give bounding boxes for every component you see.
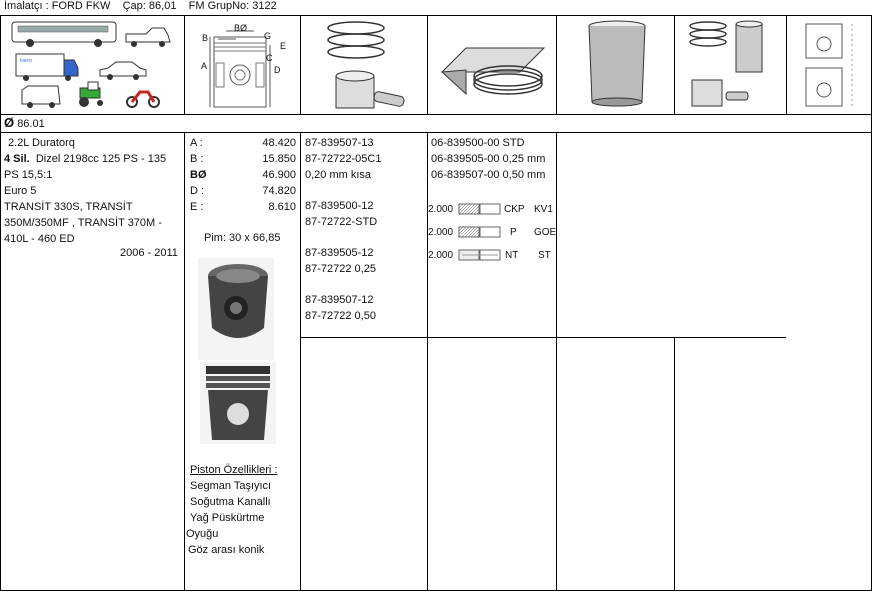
diagram-e-label: E xyxy=(280,41,287,51)
engine-spec-line1 xyxy=(4,151,166,167)
ring-spec-code-1: KV1 xyxy=(534,204,553,215)
ring-set-1: 06-839500-00 STD xyxy=(431,137,525,149)
ring-spec-type-3: NT xyxy=(505,250,519,261)
left-border xyxy=(0,15,1,591)
inner-row-border xyxy=(300,337,786,338)
col-sep-2b xyxy=(300,132,301,591)
ring-spec-code-3: ST xyxy=(538,250,551,261)
table-bottom-border xyxy=(0,590,872,591)
piston-part-5: 87-72722-STD xyxy=(305,216,378,228)
dim-label-e: E : xyxy=(190,201,204,213)
col-sep-5a xyxy=(674,15,675,115)
piston-part-9: 87-72722 0,50 xyxy=(305,310,376,322)
piston-views-illustration xyxy=(796,18,864,110)
feature-1: Segman Taşıyıcı xyxy=(190,480,272,492)
piston-kit-illustration xyxy=(686,18,782,110)
ring-spec-code-2: GOE xyxy=(534,227,557,238)
ring-spec-type-2: P xyxy=(510,227,517,238)
van-icon xyxy=(22,86,60,108)
ring-spec-size-1: 2.000 xyxy=(428,204,454,215)
bore-value: 86,01 xyxy=(148,0,177,12)
motorcycle-icon xyxy=(127,92,159,107)
group-label: FM GrupNo: xyxy=(188,0,250,12)
col-sep-2a xyxy=(300,15,301,115)
col-sep-5b xyxy=(674,337,675,591)
diameter-row-border xyxy=(0,132,872,133)
diameter-row xyxy=(4,115,45,132)
tractor-icon xyxy=(79,82,103,107)
bus-icon xyxy=(12,22,116,47)
engine-cylinders: 4 Sil. xyxy=(4,153,30,165)
ring-section-illustration xyxy=(436,24,550,104)
group-value: 3122 xyxy=(252,0,277,12)
col-sep-4b xyxy=(556,132,557,591)
header-bar xyxy=(4,0,277,12)
col-sep-6 xyxy=(786,15,787,115)
col-sep-3b xyxy=(427,132,428,591)
piston-part-8: 87-839507-12 xyxy=(305,294,374,306)
table-top-border xyxy=(0,15,872,16)
ring-profile-2-icon xyxy=(458,226,502,238)
col-sep-4a xyxy=(556,15,557,115)
diagram-bphi-label: BØ xyxy=(234,23,248,33)
ring-spec-type-1: CKP xyxy=(504,204,525,215)
piston-part-4: 87-839500-12 xyxy=(305,200,374,212)
dimension-diagram xyxy=(186,17,299,113)
dim-label-b: B : xyxy=(190,153,204,165)
manufacturer-value: FORD FKW xyxy=(51,0,111,12)
ring-spec-size-3: 2.000 xyxy=(428,250,454,261)
dim-value-bphi: 46.900 xyxy=(262,169,296,181)
ring-profile-1-icon xyxy=(458,203,502,215)
bore-label: Çap: xyxy=(122,0,146,12)
ring-spec-size-2: 2.000 xyxy=(428,227,454,238)
ring-profile-3-icon xyxy=(458,249,502,261)
ring-set-3: 06-839507-00 0,50 mm xyxy=(431,169,546,181)
rings-piston-illustration xyxy=(308,18,420,112)
col-sep-1a xyxy=(184,15,185,115)
manufacturer-label: İmalatçı : xyxy=(4,0,49,12)
pickup-icon xyxy=(126,28,170,47)
diagram-d-label: D xyxy=(274,65,281,75)
piston-part-2: 87-72722-05C1 xyxy=(305,153,382,165)
dim-label-bphi: BØ xyxy=(190,169,207,181)
features-title: Piston Özellikleri : xyxy=(190,464,278,476)
truck-icon xyxy=(16,54,78,81)
diameter-value: 86.01 xyxy=(17,118,45,130)
ring-set-2: 06-839505-00 0,25 mm xyxy=(431,153,546,165)
feature-5: Göz arası konik xyxy=(188,544,265,556)
engine-name: 2.2L Duratorq xyxy=(8,137,75,149)
dim-value-e: 8.610 xyxy=(268,201,296,213)
engine-spec1: Dizel 2198cc 125 PS - 135 xyxy=(35,153,167,165)
dim-value-b: 15.850 xyxy=(262,153,296,165)
dim-label-d: D : xyxy=(190,185,205,197)
engine-models-3: 410L - 460 ED xyxy=(4,233,75,245)
diagram-b-label: B xyxy=(202,33,209,43)
feature-3: Yağ Püskürtme xyxy=(190,512,265,524)
col-sep-3a xyxy=(427,15,428,115)
engine-emission: Euro 5 xyxy=(4,185,37,197)
diagram-a-label: A xyxy=(201,61,208,71)
engine-models-2: 350M/350MF , TRANSİT 370M - xyxy=(4,217,162,229)
piston-part-3: 0,20 mm kısa xyxy=(305,169,372,181)
piston-part-6: 87-839505-12 xyxy=(305,247,374,259)
piston-photo-top xyxy=(198,258,274,360)
piston-part-7: 87-72722 0,25 xyxy=(305,263,376,275)
feature-2: Soğutma Kanallı xyxy=(190,496,271,508)
engine-spec2: PS 15,5:1 xyxy=(4,169,53,181)
image-row-border xyxy=(0,114,872,115)
car-icon xyxy=(100,62,146,80)
vehicles-illustration xyxy=(8,18,178,110)
dim-value-a: 48.420 xyxy=(262,137,296,149)
diameter-symbol: Ø xyxy=(4,115,15,130)
dim-label-a: A : xyxy=(190,137,203,149)
pin-size: Pim: 30 x 66,85 xyxy=(204,232,281,244)
col-sep-1b xyxy=(184,132,185,591)
svg-text:Iveco: Iveco xyxy=(20,58,32,64)
engine-models-1: TRANSİT 330S, TRANSİT xyxy=(4,201,133,213)
dim-value-d: 74.820 xyxy=(262,185,296,197)
cylinder-liner-illustration xyxy=(580,18,654,110)
piston-photo-side xyxy=(200,362,276,444)
engine-years: 2006 - 2011 xyxy=(120,247,178,259)
feature-4: Oyuğu xyxy=(186,528,219,540)
diagram-c-label: C xyxy=(266,53,273,63)
diagram-g-label: G xyxy=(264,31,272,41)
piston-part-1: 87-839507-13 xyxy=(305,137,374,149)
